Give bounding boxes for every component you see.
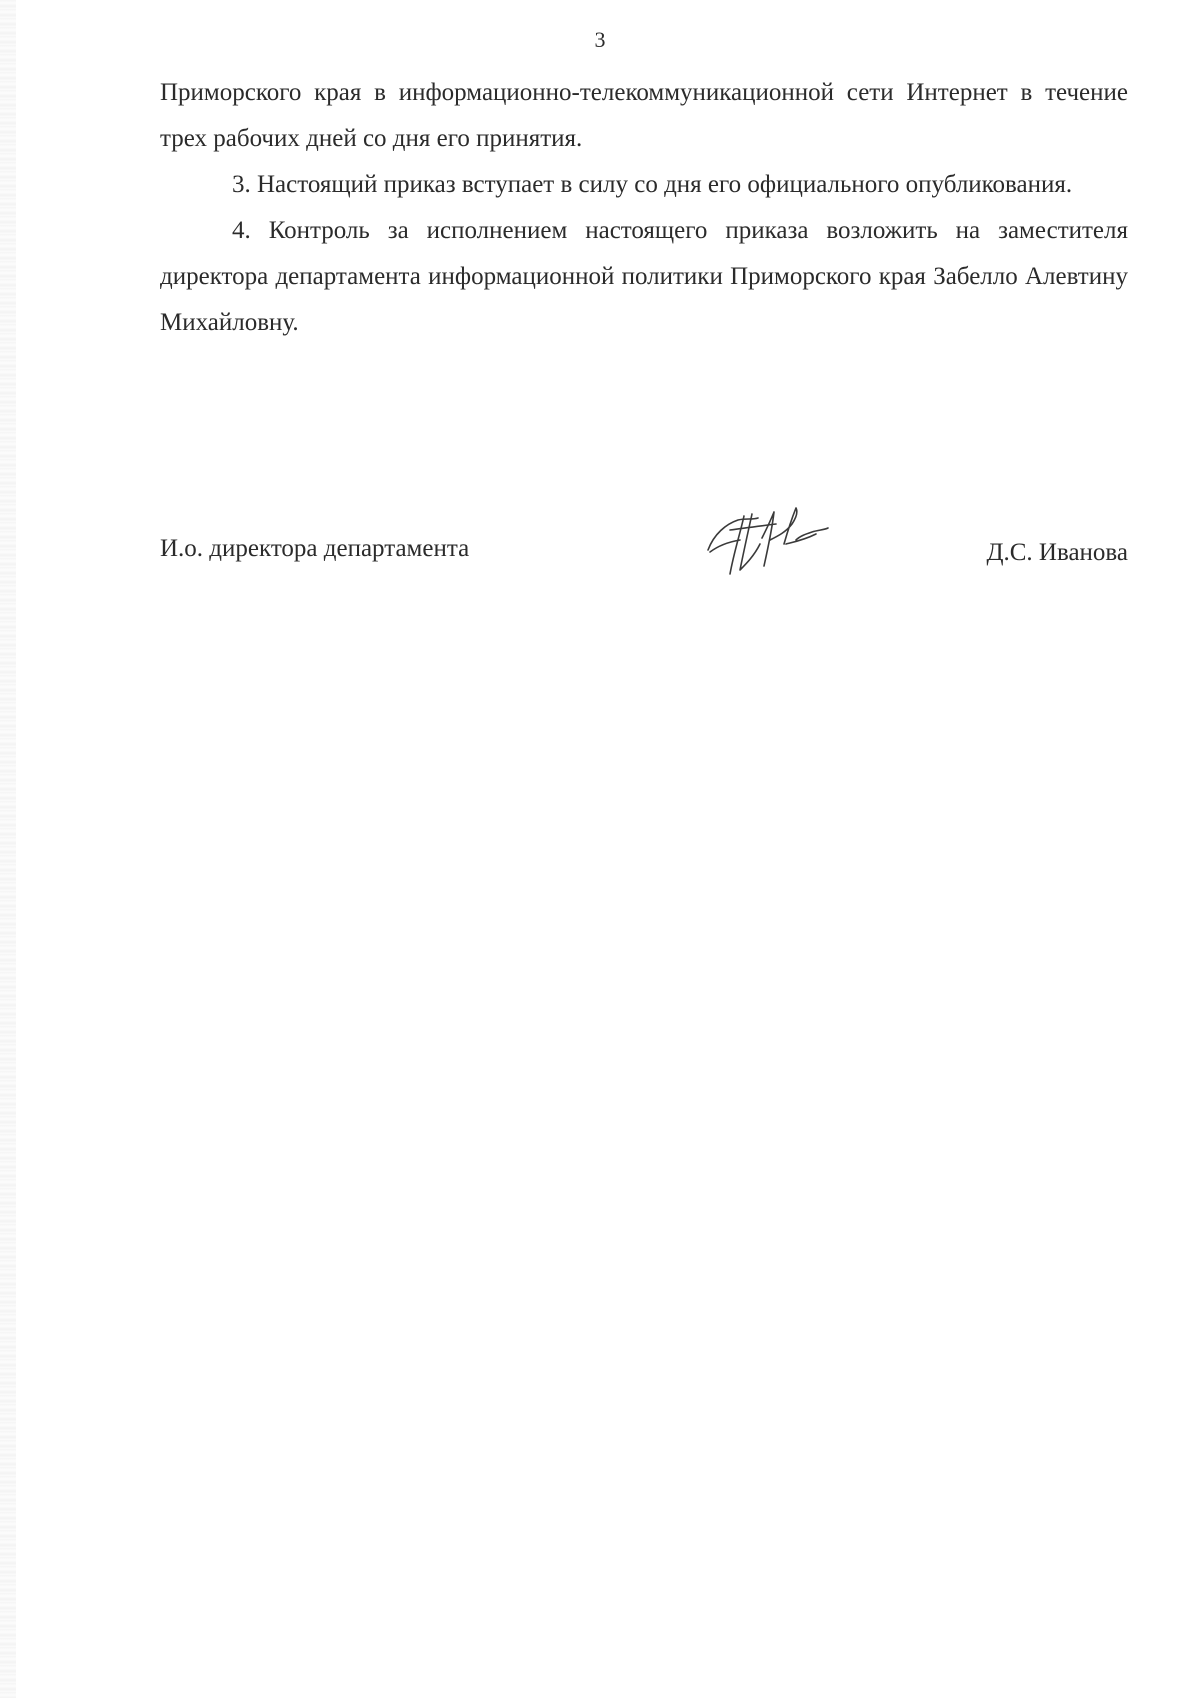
signer-title: И.о. директора департамента <box>160 535 470 562</box>
signature-block <box>160 520 1128 590</box>
signer-name: Д.С. Иванова <box>986 539 1128 566</box>
document-body <box>160 70 1128 346</box>
page-number: 3 <box>594 27 606 52</box>
paragraph-item-4: 4. Контроль за исполнением настоящего приказа возложить на заместителя директора департамента информационной политики Приморского края Забелло Алевтину Михайловну. <box>160 217 1128 336</box>
paragraph-item-3: 3. Настоящий приказ вступает в силу со дня его официального опубликования. <box>232 171 1073 198</box>
handwritten-signature <box>700 494 830 584</box>
scan-edge <box>0 0 16 1698</box>
paragraph-continuation: Приморского края в информационно-телекоммуникационной сети Интернет в течение трех рабочих дней со дня его принятия. <box>160 79 1128 152</box>
